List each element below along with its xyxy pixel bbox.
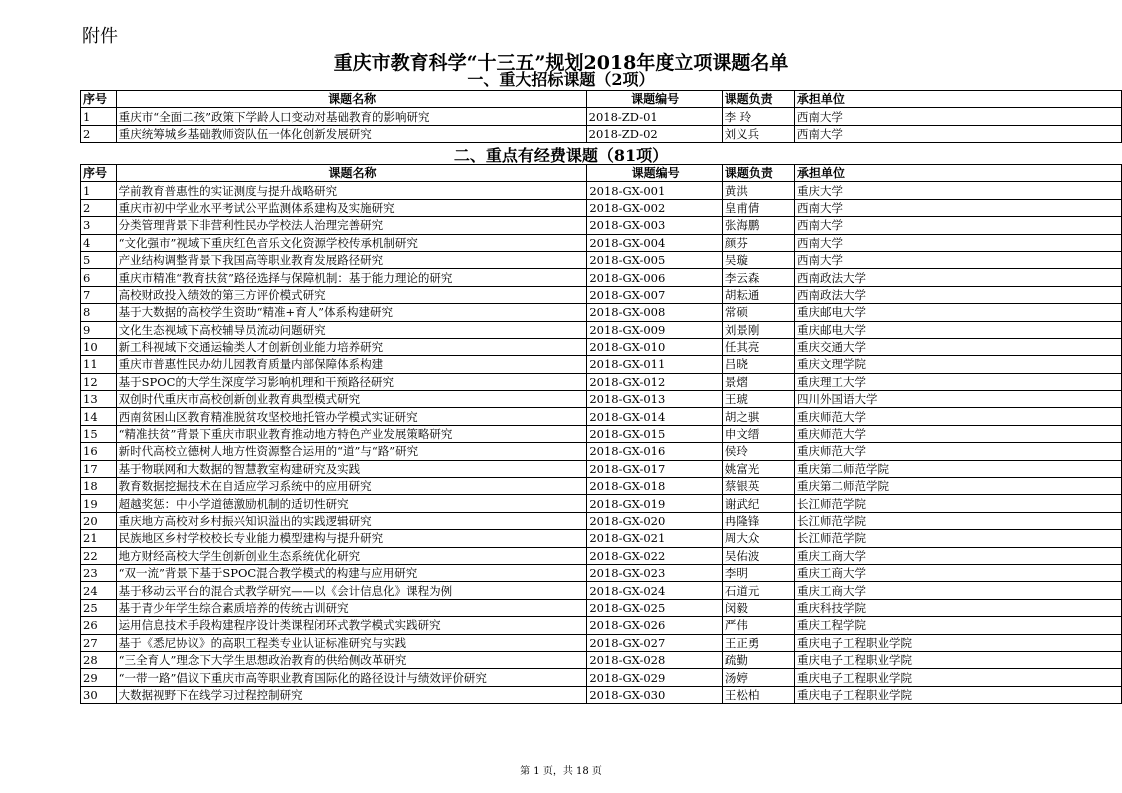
cell-project-code: 2018-GX-027 [587,634,723,651]
cell-project-name: 教育数据挖掘技术在自适应学习系统中的应用研究 [116,478,587,495]
cell-unit: 长江师范学院 [794,495,1121,512]
col-header-no: 序号 [81,91,117,108]
cell-no: 12 [81,373,117,390]
cell-leader: 胡之骐 [722,408,794,425]
cell-project-name: “一带一路”倡议下重庆市高等职业教育国际化的路径设计与绩效评价研究 [116,669,587,686]
cell-leader: 侯玲 [722,443,794,460]
attachment-label: 附件 [82,26,118,47]
cell-project-code: 2018-GX-007 [587,286,723,303]
table-row [81,425,1122,442]
cell-leader: 闵毅 [722,599,794,616]
cell-unit: 重庆师范大学 [794,408,1121,425]
cell-leader: 吴璇 [722,251,794,268]
col-header-name: 课题名称 [116,165,587,182]
table-row [81,460,1122,477]
cell-project-code: 2018-GX-001 [587,182,723,199]
cell-project-name: 学前教育普惠性的实证测度与提升战略研究 [116,182,587,199]
cell-project-name: 西南贫困山区教育精准脱贫攻坚校地托管办学模式实证研究 [116,408,587,425]
cell-unit: 西南政法大学 [794,269,1121,286]
table-row [81,495,1122,512]
cell-project-code: 2018-GX-029 [587,669,723,686]
cell-leader: 谢武纪 [722,495,794,512]
col-header-code: 课题编号 [586,91,722,108]
cell-project-code: 2018-GX-009 [587,321,723,338]
cell-no: 8 [81,304,117,321]
cell-unit: 重庆邮电大学 [794,321,1121,338]
cell-project-code: 2018-GX-012 [587,373,723,390]
cell-project-code: 2018-GX-008 [587,304,723,321]
cell-leader: 常硕 [722,304,794,321]
cell-no: 6 [81,269,117,286]
cell-project-code: 2018-GX-024 [587,582,723,599]
cell-unit: 重庆电子工程职业学院 [794,686,1121,703]
cell-unit: 西南大学 [794,217,1121,234]
cell-leader: 黄洪 [722,182,794,199]
table-row [81,217,1122,234]
section-heading-key-funded: 二、重点有经费课题（81项） [453,146,669,165]
cell-project-code: 2018-GX-015 [587,425,723,442]
cell-leader: 王琥 [722,391,794,408]
table-row [81,304,1122,321]
table-row [81,286,1122,303]
cell-project-name: 高校财政投入绩效的第三方评价模式研究 [116,286,587,303]
cell-leader: 李明 [722,564,794,581]
document-title: 重庆市教育科学“十三五”规划2018年度立项课题名单 [333,52,789,74]
cell-project-name: “文化强市”视域下重庆红色音乐文化资源学校传承机制研究 [116,234,587,251]
cell-unit: 重庆理工大学 [794,373,1121,390]
cell-project-name: 新工科视域下交通运输类人才创新创业能力培养研究 [116,338,587,355]
cell-project-code: 2018-GX-028 [587,651,723,668]
table-row [81,478,1122,495]
cell-unit: 长江师范学院 [794,530,1121,547]
cell-project-name: 基于大数据的高校学生资助“精准+育人”体系构建研究 [116,304,587,321]
cell-project-name: 基于《悉尼协议》的高职工程类专业认证标准研究与实践 [116,634,587,651]
cell-unit: 重庆邮电大学 [794,304,1121,321]
cell-unit: 重庆师范大学 [794,425,1121,442]
table-row [81,686,1122,703]
cell-no: 23 [81,564,117,581]
cell-project-name: 民族地区乡村学校校长专业能力模型建构与提升研究 [116,530,587,547]
cell-project-name: “双一流”背景下基于SPOC混合教学模式的构建与应用研究 [116,564,587,581]
cell-unit: 重庆工商大学 [794,564,1121,581]
cell-no: 21 [81,530,117,547]
cell-unit: 长江师范学院 [794,512,1121,529]
cell-no: 20 [81,512,117,529]
table-row [81,199,1122,216]
cell-project-code: 2018-GX-013 [587,391,723,408]
cell-unit: 四川外国语大学 [794,391,1121,408]
cell-project-code: 2018-ZD-02 [586,125,722,142]
cell-no: 27 [81,634,117,651]
cell-leader: 皇甫倩 [722,199,794,216]
cell-no: 3 [81,217,117,234]
table-row [81,564,1122,581]
table-row [81,443,1122,460]
cell-no: 14 [81,408,117,425]
cell-project-name: 重庆市精准“教育扶贫”路径选择与保障机制：基于能力理论的研究 [116,269,587,286]
cell-no: 19 [81,495,117,512]
table-row [81,599,1122,616]
col-header-name: 课题名称 [116,91,586,108]
table-header-row [81,165,1122,182]
cell-project-name: 超越奖惩：中小学道德激励机制的适切性研究 [116,495,587,512]
cell-no: 11 [81,356,117,373]
cell-project-name: 基于青少年学生综合素质培养的传统古训研究 [116,599,587,616]
cell-leader: 汤婷 [722,669,794,686]
cell-project-code: 2018-GX-023 [587,564,723,581]
cell-no: 29 [81,669,117,686]
table-row [81,338,1122,355]
cell-project-code: 2018-GX-020 [587,512,723,529]
cell-unit: 重庆第二师范学院 [794,478,1121,495]
col-header-unit: 承担单位 [794,165,1121,182]
table-row [81,634,1122,651]
table-row [81,373,1122,390]
cell-unit: 重庆工商大学 [794,547,1121,564]
cell-project-name: 大数据视野下在线学习过程控制研究 [116,686,587,703]
table-row [81,125,1122,142]
cell-project-name: 重庆地方高校对乡村振兴知识溢出的实践逻辑研究 [116,512,587,529]
cell-leader: 胡耘通 [722,286,794,303]
cell-project-code: 2018-GX-030 [587,686,723,703]
cell-unit: 重庆工程学院 [794,617,1121,634]
cell-leader: 李云森 [722,269,794,286]
col-header-code: 课题编号 [587,165,723,182]
cell-leader: 申文缙 [722,425,794,442]
table-row [81,251,1122,268]
cell-project-code: 2018-GX-026 [587,617,723,634]
cell-leader: 任其亮 [722,338,794,355]
cell-project-code: 2018-ZD-01 [586,108,722,125]
cell-leader: 王松柏 [722,686,794,703]
cell-leader: 蔡银英 [722,478,794,495]
cell-unit: 重庆科技学院 [794,599,1121,616]
table-row [81,356,1122,373]
cell-project-code: 2018-GX-010 [587,338,723,355]
cell-unit: 重庆文理学院 [794,356,1121,373]
cell-leader: 景熠 [722,373,794,390]
cell-no: 5 [81,251,117,268]
cell-project-name: “三全育人”理念下大学生思想政治教育的供给侧改革研究 [116,651,587,668]
cell-no: 24 [81,582,117,599]
table-row [81,547,1122,564]
cell-project-code: 2018-GX-003 [587,217,723,234]
table-row [81,182,1122,199]
cell-project-code: 2018-GX-022 [587,547,723,564]
col-header-no: 序号 [81,165,117,182]
cell-no: 4 [81,234,117,251]
cell-unit: 重庆电子工程职业学院 [794,634,1121,651]
cell-leader: 严伟 [722,617,794,634]
cell-no: 26 [81,617,117,634]
table-header-row [81,91,1122,108]
cell-project-name: 重庆市“全面二孩”政策下学龄人口变动对基础教育的影响研究 [116,108,586,125]
cell-project-name: 产业结构调整背景下我国高等职业教育发展路径研究 [116,251,587,268]
cell-leader: 冉隆锋 [722,512,794,529]
cell-project-name: 基于SPOC的大学生深度学习影响机理和干预路径研究 [116,373,587,390]
cell-no: 2 [81,125,117,142]
table-row [81,582,1122,599]
cell-project-code: 2018-GX-019 [587,495,723,512]
cell-leader: 周大众 [722,530,794,547]
cell-unit: 重庆工商大学 [794,582,1121,599]
cell-project-name: 运用信息技术手段构建程序设计类课程闭环式教学模式实践研究 [116,617,587,634]
cell-unit: 重庆大学 [794,182,1121,199]
cell-no: 1 [81,182,117,199]
cell-project-name: 文化生态视域下高校辅导员流动问题研究 [116,321,587,338]
cell-unit: 西南大学 [794,108,1121,125]
table-row [81,408,1122,425]
table-row [81,530,1122,547]
table-row [81,108,1122,125]
cell-no: 22 [81,547,117,564]
cell-no: 9 [81,321,117,338]
cell-project-code: 2018-GX-002 [587,199,723,216]
cell-no: 18 [81,478,117,495]
cell-unit: 重庆电子工程职业学院 [794,651,1121,668]
cell-leader: 姚富光 [722,460,794,477]
cell-unit: 西南政法大学 [794,286,1121,303]
cell-project-name: 基于物联网和大数据的智慧教室构建研究及实践 [116,460,587,477]
cell-leader: 刘义兵 [722,125,794,142]
cell-no: 13 [81,391,117,408]
cell-leader: 李 玲 [722,108,794,125]
table-row [81,617,1122,634]
cell-leader: 张海鹏 [722,217,794,234]
cell-no: 17 [81,460,117,477]
table-row [81,669,1122,686]
cell-unit: 西南大学 [794,199,1121,216]
table-row [81,321,1122,338]
cell-unit: 重庆第二师范学院 [794,460,1121,477]
cell-leader: 刘景刚 [722,321,794,338]
cell-unit: 重庆电子工程职业学院 [794,669,1121,686]
cell-no: 25 [81,599,117,616]
cell-leader: 吕晓 [722,356,794,373]
cell-project-code: 2018-GX-011 [587,356,723,373]
cell-no: 7 [81,286,117,303]
cell-leader: 颜芬 [722,234,794,251]
page-footer: 第 1 页，共 18 页 [520,766,602,777]
cell-unit: 重庆交通大学 [794,338,1121,355]
cell-project-name: 双创时代重庆市高校创新创业教育典型模式研究 [116,391,587,408]
cell-unit: 西南大学 [794,251,1121,268]
cell-leader: 吴佑波 [722,547,794,564]
cell-project-code: 2018-GX-016 [587,443,723,460]
cell-project-name: 分类管理背景下非营利性民办学校法人治理完善研究 [116,217,587,234]
table-row [81,391,1122,408]
key-funded-projects-table [80,164,1122,704]
cell-no: 28 [81,651,117,668]
cell-project-name: 重庆市普惠性民办幼儿园教育质量内部保障体系构建 [116,356,587,373]
cell-project-name: 新时代高校立德树人地方性资源整合运用的“道”与“路”研究 [116,443,587,460]
col-header-leader: 课题负责 [722,165,794,182]
cell-unit: 西南大学 [794,234,1121,251]
cell-no: 30 [81,686,117,703]
major-projects-table [80,90,1122,143]
cell-unit: 重庆师范大学 [794,443,1121,460]
cell-no: 16 [81,443,117,460]
cell-project-code: 2018-GX-004 [587,234,723,251]
cell-project-code: 2018-GX-006 [587,269,723,286]
cell-project-code: 2018-GX-018 [587,478,723,495]
col-header-unit: 承担单位 [794,91,1121,108]
table-row [81,512,1122,529]
cell-project-name: 重庆市初中学业水平考试公平监测体系建构及实施研究 [116,199,587,216]
cell-project-code: 2018-GX-025 [587,599,723,616]
col-header-leader: 课题负责 [722,91,794,108]
table-row [81,269,1122,286]
cell-unit: 西南大学 [794,125,1121,142]
table-row [81,234,1122,251]
cell-project-code: 2018-GX-014 [587,408,723,425]
cell-no: 1 [81,108,117,125]
cell-project-code: 2018-GX-017 [587,460,723,477]
cell-no: 2 [81,199,117,216]
cell-project-name: “精准扶贫”背景下重庆市职业教育推动地方特色产业发展策略研究 [116,425,587,442]
cell-leader: 疏勤 [722,651,794,668]
table-row [81,651,1122,668]
cell-no: 15 [81,425,117,442]
cell-leader: 王正勇 [722,634,794,651]
cell-project-name: 地方财经高校大学生创新创业生态系统优化研究 [116,547,587,564]
cell-project-code: 2018-GX-005 [587,251,723,268]
cell-project-name: 重庆统筹城乡基础教师资队伍一体化创新发展研究 [116,125,586,142]
cell-project-code: 2018-GX-021 [587,530,723,547]
cell-project-name: 基于移动云平台的混合式教学研究——以《会计信息化》课程为例 [116,582,587,599]
section-heading-major: 一、重大招标课题（2项） [467,70,655,89]
cell-no: 10 [81,338,117,355]
cell-leader: 石道元 [722,582,794,599]
